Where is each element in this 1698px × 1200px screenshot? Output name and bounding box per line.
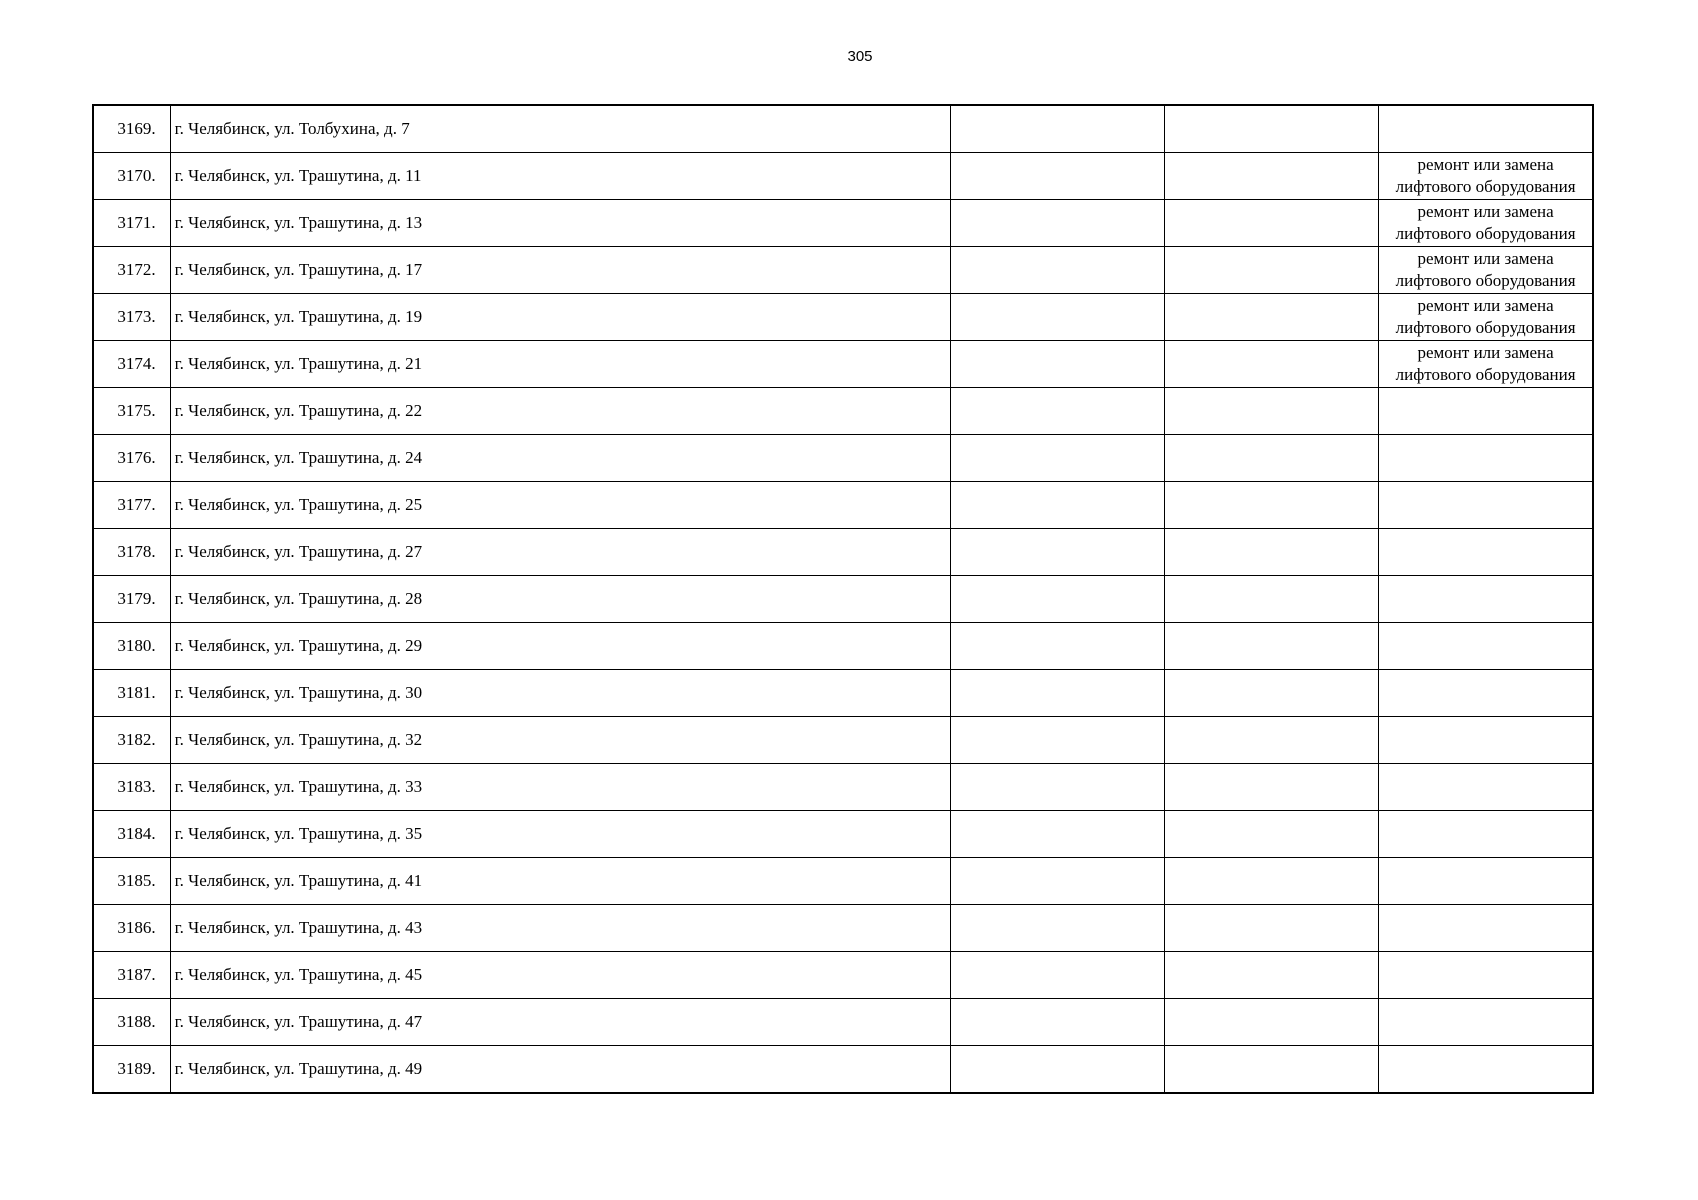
works-text: ремонт или замена лифтового оборудования (1395, 202, 1576, 243)
column-3-cell (950, 200, 1164, 247)
column-4-cell (1164, 529, 1378, 576)
column-3-cell (950, 670, 1164, 717)
column-4-cell (1164, 105, 1378, 153)
column-4-cell (1164, 717, 1378, 764)
address-cell: г. Челябинск, ул. Трашутина, д. 47 (170, 999, 950, 1046)
column-4-cell (1164, 905, 1378, 952)
address-cell: г. Челябинск, ул. Трашутина, д. 49 (170, 1046, 950, 1094)
works-cell (1379, 576, 1593, 623)
table-row (93, 670, 1593, 717)
address-cell: г. Челябинск, ул. Трашутина, д. 30 (170, 670, 950, 717)
housing-register-table (92, 104, 1594, 1094)
works-text: ремонт или замена лифтового оборудования (1395, 296, 1576, 337)
works-cell (1379, 482, 1593, 529)
column-4-cell (1164, 341, 1378, 388)
works-text: ремонт или замена лифтового оборудования (1395, 249, 1576, 290)
address-cell: г. Челябинск, ул. Трашутина, д. 22 (170, 388, 950, 435)
works-cell (1379, 200, 1593, 247)
column-4-cell (1164, 1046, 1378, 1094)
works-cell (1379, 811, 1593, 858)
address-cell: г. Челябинск, ул. Трашутина, д. 28 (170, 576, 950, 623)
row-number-cell: 3172. (93, 247, 170, 294)
column-4-cell (1164, 247, 1378, 294)
column-3-cell (950, 247, 1164, 294)
row-number-cell: 3180. (93, 623, 170, 670)
column-3-cell (950, 811, 1164, 858)
row-number-cell: 3189. (93, 1046, 170, 1094)
column-3-cell (950, 717, 1164, 764)
column-3-cell (950, 388, 1164, 435)
row-number-cell: 3177. (93, 482, 170, 529)
row-number-cell: 3185. (93, 858, 170, 905)
table-row (93, 1046, 1593, 1094)
table-row (93, 294, 1593, 341)
column-4-cell (1164, 952, 1378, 999)
address-cell: г. Челябинск, ул. Трашутина, д. 13 (170, 200, 950, 247)
address-cell: г. Челябинск, ул. Трашутина, д. 45 (170, 952, 950, 999)
table-row (93, 576, 1593, 623)
works-cell (1379, 670, 1593, 717)
column-3-cell (950, 576, 1164, 623)
table-row (93, 764, 1593, 811)
row-number-cell: 3171. (93, 200, 170, 247)
column-3-cell (950, 999, 1164, 1046)
column-4-cell (1164, 200, 1378, 247)
works-cell (1379, 623, 1593, 670)
table-row (93, 341, 1593, 388)
address-cell: г. Челябинск, ул. Трашутина, д. 17 (170, 247, 950, 294)
column-4-cell (1164, 482, 1378, 529)
table-row (93, 200, 1593, 247)
row-number-cell: 3175. (93, 388, 170, 435)
column-4-cell (1164, 858, 1378, 905)
table-row (93, 388, 1593, 435)
works-cell (1379, 294, 1593, 341)
column-3-cell (950, 153, 1164, 200)
column-3-cell (950, 435, 1164, 482)
table-row (93, 905, 1593, 952)
column-4-cell (1164, 576, 1378, 623)
table-row (93, 952, 1593, 999)
address-cell: г. Челябинск, ул. Толбухина, д. 7 (170, 105, 950, 153)
works-cell (1379, 858, 1593, 905)
column-3-cell (950, 529, 1164, 576)
address-cell: г. Челябинск, ул. Трашутина, д. 41 (170, 858, 950, 905)
column-3-cell (950, 1046, 1164, 1094)
row-number-cell: 3184. (93, 811, 170, 858)
address-cell: г. Челябинск, ул. Трашутина, д. 24 (170, 435, 950, 482)
row-number-cell: 3179. (93, 576, 170, 623)
column-3-cell (950, 905, 1164, 952)
column-3-cell (950, 764, 1164, 811)
page-number: 305 (847, 48, 873, 65)
column-4-cell (1164, 388, 1378, 435)
table-row (93, 435, 1593, 482)
address-cell: г. Челябинск, ул. Трашутина, д. 11 (170, 153, 950, 200)
table-row (93, 105, 1593, 153)
column-3-cell (950, 482, 1164, 529)
row-number-cell: 3176. (93, 435, 170, 482)
works-cell (1379, 999, 1593, 1046)
column-4-cell (1164, 811, 1378, 858)
works-cell (1379, 1046, 1593, 1094)
column-4-cell (1164, 435, 1378, 482)
table-body (93, 105, 1593, 1093)
column-4-cell (1164, 623, 1378, 670)
column-3-cell (950, 105, 1164, 153)
table-row (93, 529, 1593, 576)
works-cell (1379, 105, 1593, 153)
table-row (93, 858, 1593, 905)
works-text: ремонт или замена лифтового оборудования (1395, 155, 1576, 196)
address-cell: г. Челябинск, ул. Трашутина, д. 21 (170, 341, 950, 388)
column-4-cell (1164, 999, 1378, 1046)
row-number-cell: 3178. (93, 529, 170, 576)
row-number-cell: 3188. (93, 999, 170, 1046)
works-cell (1379, 529, 1593, 576)
row-number-cell: 3169. (93, 105, 170, 153)
address-cell: г. Челябинск, ул. Трашутина, д. 25 (170, 482, 950, 529)
address-cell: г. Челябинск, ул. Трашутина, д. 27 (170, 529, 950, 576)
row-number-cell: 3174. (93, 341, 170, 388)
row-number-cell: 3183. (93, 764, 170, 811)
column-4-cell (1164, 670, 1378, 717)
address-cell: г. Челябинск, ул. Трашутина, д. 35 (170, 811, 950, 858)
table-row (93, 717, 1593, 764)
table-row (93, 247, 1593, 294)
table-row (93, 623, 1593, 670)
works-cell (1379, 764, 1593, 811)
works-cell (1379, 247, 1593, 294)
address-cell: г. Челябинск, ул. Трашутина, д. 33 (170, 764, 950, 811)
works-text: ремонт или замена лифтового оборудования (1395, 343, 1576, 384)
works-cell (1379, 341, 1593, 388)
column-3-cell (950, 952, 1164, 999)
row-number-cell: 3173. (93, 294, 170, 341)
row-number-cell: 3187. (93, 952, 170, 999)
address-cell: г. Челябинск, ул. Трашутина, д. 43 (170, 905, 950, 952)
table-row (93, 482, 1593, 529)
row-number-cell: 3182. (93, 717, 170, 764)
works-cell (1379, 153, 1593, 200)
table-row (93, 999, 1593, 1046)
column-3-cell (950, 341, 1164, 388)
row-number-cell: 3181. (93, 670, 170, 717)
row-number-cell: 3170. (93, 153, 170, 200)
column-3-cell (950, 623, 1164, 670)
works-cell (1379, 435, 1593, 482)
column-3-cell (950, 858, 1164, 905)
works-cell (1379, 388, 1593, 435)
address-cell: г. Челябинск, ул. Трашутина, д. 19 (170, 294, 950, 341)
works-cell (1379, 952, 1593, 999)
column-4-cell (1164, 294, 1378, 341)
address-cell: г. Челябинск, ул. Трашутина, д. 29 (170, 623, 950, 670)
address-cell: г. Челябинск, ул. Трашутина, д. 32 (170, 717, 950, 764)
column-4-cell (1164, 764, 1378, 811)
works-cell (1379, 717, 1593, 764)
table-row (93, 153, 1593, 200)
works-cell (1379, 905, 1593, 952)
column-3-cell (950, 294, 1164, 341)
table-row (93, 811, 1593, 858)
column-4-cell (1164, 153, 1378, 200)
row-number-cell: 3186. (93, 905, 170, 952)
